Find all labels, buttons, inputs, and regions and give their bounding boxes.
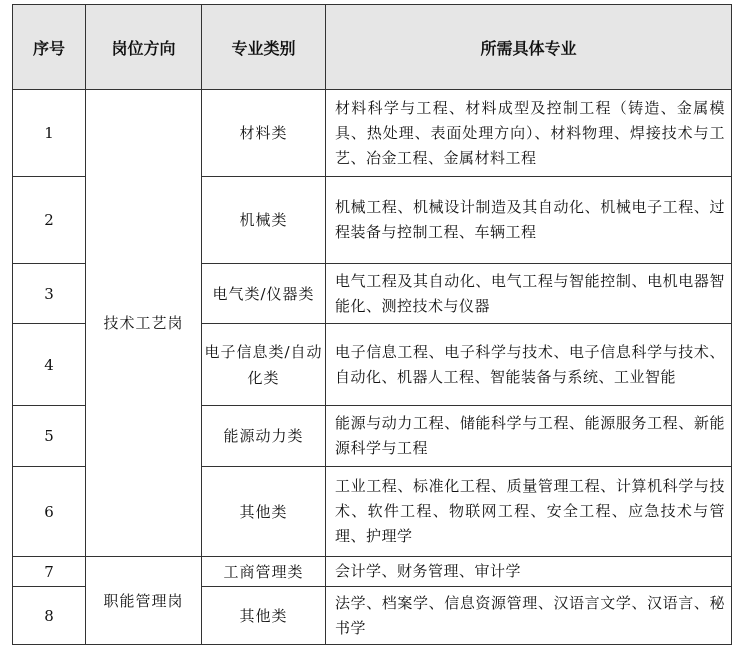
direction-technical: 技术工艺岗 bbox=[86, 90, 202, 557]
header-index: 序号 bbox=[13, 5, 86, 90]
table-row bbox=[13, 557, 732, 587]
row-index: 8 bbox=[13, 587, 86, 645]
table-row bbox=[13, 90, 732, 177]
row-majors: 电子信息工程、电子科学与技术、电子信息科学与技术、自动化、机器人工程、智能装备与系统、工业智能 bbox=[326, 324, 732, 406]
row-index: 2 bbox=[13, 177, 86, 264]
row-majors: 机械工程、机械设计制造及其自动化、机械电子工程、过程装备与控制工程、车辆工程 bbox=[326, 177, 732, 264]
row-majors: 会计学、财务管理、审计学 bbox=[326, 557, 732, 587]
row-category: 电气类/仪器类 bbox=[202, 264, 326, 324]
row-category: 材料类 bbox=[202, 90, 326, 177]
row-majors: 工业工程、标准化工程、质量管理工程、计算机科学与技术、软件工程、物联网工程、安全工程、应急技术与管理、护理学 bbox=[326, 467, 732, 557]
row-category: 工商管理类 bbox=[202, 557, 326, 587]
header-majors: 所需具体专业 bbox=[326, 5, 732, 90]
row-majors: 材料科学与工程、材料成型及控制工程（铸造、金属模具、热处理、表面处理方向）、材料物理、焊接技术与工艺、冶金工程、金属材料工程 bbox=[326, 90, 732, 177]
row-category: 其他类 bbox=[202, 467, 326, 557]
header-direction: 岗位方向 bbox=[86, 5, 202, 90]
majors-table-container bbox=[12, 4, 731, 645]
row-majors: 法学、档案学、信息资源管理、汉语言文学、汉语言、秘书学 bbox=[326, 587, 732, 645]
row-category: 其他类 bbox=[202, 587, 326, 645]
row-category: 能源动力类 bbox=[202, 406, 326, 467]
header-category: 专业类别 bbox=[202, 5, 326, 90]
row-majors: 能源与动力工程、储能科学与工程、能源服务工程、新能源科学与工程 bbox=[326, 406, 732, 467]
row-index: 3 bbox=[13, 264, 86, 324]
row-category: 电子信息类/自动化类 bbox=[202, 324, 326, 406]
row-majors: 电气工程及其自动化、电气工程与智能控制、电机电器智能化、测控技术与仪器 bbox=[326, 264, 732, 324]
row-index: 1 bbox=[13, 90, 86, 177]
row-category: 机械类 bbox=[202, 177, 326, 264]
row-index: 6 bbox=[13, 467, 86, 557]
direction-management: 职能管理岗 bbox=[86, 557, 202, 645]
row-index: 7 bbox=[13, 557, 86, 587]
majors-table bbox=[12, 4, 732, 645]
row-index: 5 bbox=[13, 406, 86, 467]
header-row bbox=[13, 5, 732, 90]
row-index: 4 bbox=[13, 324, 86, 406]
